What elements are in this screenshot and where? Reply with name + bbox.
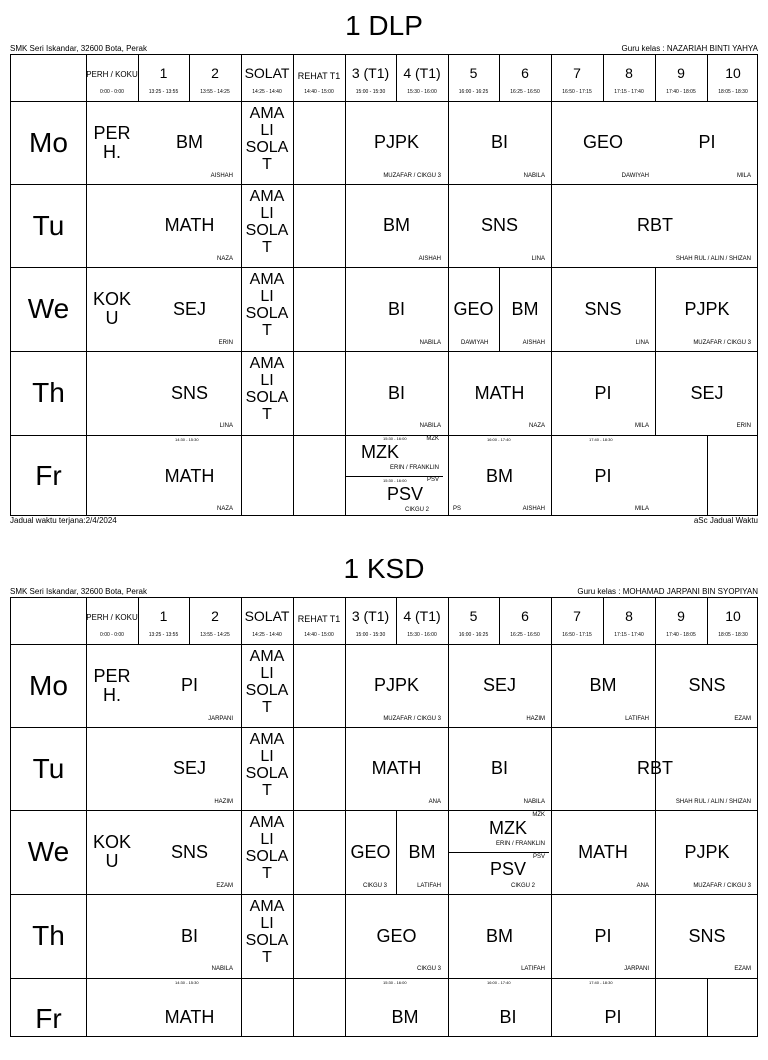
lesson-subject: PJPK bbox=[684, 298, 730, 319]
lesson-subject: PI bbox=[594, 465, 612, 486]
lesson-teacher: AISHAH bbox=[522, 340, 545, 346]
col-header-3: 3 (T1) bbox=[351, 608, 390, 624]
lesson-teacher: NABILA bbox=[211, 966, 233, 972]
col-header-5: 5 bbox=[469, 608, 478, 624]
lesson-teacher: LINA bbox=[531, 256, 545, 262]
lesson-teacher: LATIFAH bbox=[521, 966, 545, 972]
lesson-subject: PI bbox=[594, 925, 612, 946]
col-time: 16:25 - 16:50 bbox=[510, 89, 540, 95]
lesson-subject: GEO bbox=[453, 298, 494, 319]
lesson-subject: PJPK bbox=[373, 132, 420, 152]
lesson-teacher: DAWIYAH bbox=[621, 173, 649, 179]
lesson-koku: KOK U bbox=[92, 832, 131, 871]
col-time: 14:25 - 14:40 bbox=[252, 632, 282, 638]
col-time: 14:40 - 15:00 bbox=[304, 632, 334, 638]
timetable-title: 1 DLP bbox=[345, 10, 423, 41]
lesson-subject: MATH bbox=[371, 758, 422, 778]
col-header-5: 5 bbox=[469, 65, 478, 81]
lesson-subject: SNS bbox=[688, 675, 726, 695]
col-header-4: 4 (T1) bbox=[403, 65, 441, 81]
lesson-subject: BM bbox=[391, 1006, 419, 1027]
lesson-time: 17:40 - 18:30 bbox=[589, 980, 613, 985]
lesson-teacher: AISHAH bbox=[522, 506, 545, 512]
lesson-tag: PSV bbox=[426, 477, 439, 483]
col-header-1: 1 bbox=[159, 608, 168, 624]
col-header-6: 6 bbox=[521, 608, 529, 624]
lesson-subject: PSV bbox=[386, 483, 424, 504]
lesson-subject: GEO bbox=[376, 925, 417, 946]
day-label: We bbox=[27, 836, 70, 867]
lesson-teacher: ERIN / FRANKLIN bbox=[389, 465, 439, 471]
lesson-teacher: MILA bbox=[736, 173, 751, 179]
lesson-subject: BM bbox=[486, 465, 513, 486]
lesson-teacher: CIKGU 2 bbox=[404, 507, 429, 513]
col-time: 16:25 - 16:50 bbox=[510, 632, 540, 638]
lesson-teacher: NAZA bbox=[528, 423, 545, 429]
lesson-subject: BM bbox=[511, 298, 539, 319]
lesson-teacher: NABILA bbox=[419, 423, 441, 429]
amali-solat: AMA LI SOLA T bbox=[245, 731, 289, 799]
lesson-time: 16:00 - 17:40 bbox=[487, 437, 511, 442]
lesson-teacher: CIKGU 3 bbox=[416, 966, 441, 972]
lesson-teacher: MUZAFAR / CIKGU 3 bbox=[693, 883, 751, 889]
lesson-teacher: NAZA bbox=[216, 256, 233, 262]
day-label: Tu bbox=[32, 209, 65, 241]
col-header-perh: PERH / KOKU bbox=[86, 69, 138, 79]
lesson-subject: MZK bbox=[489, 817, 527, 838]
lesson-subject: GEO bbox=[350, 841, 391, 862]
col-header-6: 6 bbox=[521, 65, 529, 81]
col-header-4: 4 (T1) bbox=[403, 608, 441, 624]
col-header-9: 9 bbox=[677, 608, 685, 624]
lesson-teacher: ANA bbox=[636, 883, 649, 889]
class-teacher: Guru kelas : NAZARIAH BINTI YAHYA bbox=[621, 44, 758, 53]
col-time: 15:30 - 16:00 bbox=[407, 632, 437, 638]
col-header-3: 3 (T1) bbox=[351, 65, 390, 81]
lesson-subject: PI bbox=[698, 132, 716, 152]
lesson-subject: PJPK bbox=[684, 841, 730, 862]
lesson-teacher: SHAH RUL / ALIN / SHIZAN bbox=[675, 256, 751, 262]
col-time: 17:15 - 17:40 bbox=[614, 89, 644, 95]
lesson-subject: PI bbox=[604, 1006, 622, 1027]
amali-solat: AMA LI SOLA T bbox=[245, 898, 289, 966]
lesson-perh: PER H. bbox=[93, 665, 131, 705]
lesson-teacher: CIKGU 2 bbox=[510, 883, 535, 889]
col-time: 18:05 - 18:30 bbox=[718, 632, 748, 638]
lesson-subject: PI bbox=[180, 675, 198, 695]
col-header-2: 2 bbox=[211, 608, 219, 624]
lesson-teacher: CIKGU 3 bbox=[363, 883, 388, 889]
lesson-subject: BI bbox=[490, 132, 508, 152]
lesson-teacher: JARPANI bbox=[624, 966, 649, 972]
lesson-subject: BI bbox=[499, 1006, 517, 1027]
lesson-subject: BM bbox=[176, 132, 203, 152]
day-label: Tu bbox=[32, 752, 65, 784]
lesson-teacher: MILA bbox=[634, 506, 649, 512]
day-label: Mo bbox=[29, 126, 68, 158]
lesson-teacher: EZAM bbox=[216, 883, 233, 889]
lesson-subject: MATH bbox=[474, 382, 525, 403]
col-time: 16:50 - 17:15 bbox=[562, 89, 592, 95]
day-label: Mo bbox=[29, 669, 68, 701]
lesson-subject: GEO bbox=[582, 132, 623, 152]
lesson-time: 14:30 - 15:30 bbox=[175, 437, 199, 442]
amali-solat: AMA LI SOLA T bbox=[245, 814, 289, 882]
generated-date: Jadual waktu terjana:2/4/2024 bbox=[10, 516, 117, 525]
col-header-1: 1 bbox=[159, 65, 168, 81]
day-label: Fr bbox=[35, 460, 62, 491]
col-time: 17:15 - 17:40 bbox=[614, 632, 644, 638]
lesson-teacher: AISHAH bbox=[418, 256, 441, 262]
col-time: 14:25 - 14:40 bbox=[252, 89, 282, 95]
col-header-10: 10 bbox=[725, 608, 741, 624]
amali-solat: AMA LI SOLA T bbox=[245, 648, 289, 716]
lesson-subject: PJPK bbox=[373, 675, 420, 695]
lesson-teacher: LINA bbox=[635, 340, 649, 346]
lesson-perh: PER H. bbox=[93, 122, 131, 162]
lesson-teacher: HAZIM bbox=[526, 716, 545, 722]
col-time: 13:55 - 14:25 bbox=[200, 89, 230, 95]
lesson-teacher: ERIN bbox=[736, 423, 751, 429]
lesson-teacher: MUZAFAR / CIKGU 3 bbox=[693, 340, 751, 346]
lesson-subject: SNS bbox=[170, 382, 208, 403]
lesson-subject: SNS bbox=[688, 925, 726, 946]
col-header-rehat: REHAT T1 bbox=[297, 71, 341, 81]
lesson-subject: MATH bbox=[578, 841, 628, 862]
lesson-tag: PSV bbox=[532, 854, 545, 860]
col-header-8: 8 bbox=[625, 608, 633, 624]
col-header-9: 9 bbox=[677, 65, 685, 81]
lesson-teacher: AISHAH bbox=[210, 173, 233, 179]
lesson-time: 15:30 - 16:00 bbox=[383, 478, 407, 483]
lesson-subject: MATH bbox=[164, 215, 215, 235]
col-header-8: 8 bbox=[625, 65, 633, 81]
lesson-teacher: LATIFAH bbox=[417, 883, 441, 889]
lesson-subject: SEJ bbox=[482, 675, 516, 695]
amali-solat: AMA LI SOLA T bbox=[245, 105, 289, 173]
lesson-time: 15:30 - 16:00 bbox=[383, 980, 407, 985]
lesson-subject: SEJ bbox=[172, 298, 206, 319]
lesson-subject: SNS bbox=[480, 215, 518, 235]
lesson-subject: BI bbox=[180, 925, 198, 946]
lesson-teacher: LINA bbox=[219, 423, 233, 429]
col-time: 0:00 - 0:00 bbox=[100, 632, 124, 638]
day-label: Th bbox=[32, 377, 65, 408]
lesson-teacher: MUZAFAR / CIKGU 3 bbox=[383, 173, 441, 179]
col-time: 16:00 - 16:25 bbox=[458, 89, 489, 95]
lesson-teacher: ERIN / FRANKLIN bbox=[495, 841, 545, 847]
lesson-subject: PI bbox=[594, 382, 612, 403]
lesson-time: 15:30 - 16:00 bbox=[383, 436, 407, 441]
lesson-subject: SEJ bbox=[690, 382, 724, 403]
timetable-grid bbox=[10, 597, 758, 1037]
col-header-7: 7 bbox=[573, 65, 581, 81]
col-time: 15:30 - 16:00 bbox=[407, 89, 437, 95]
col-time: 15:00 - 15:30 bbox=[355, 89, 386, 95]
school-name: SMK Seri Iskandar, 32600 Bota, Perak bbox=[10, 44, 147, 53]
lesson-subject: BM bbox=[589, 675, 617, 695]
school-name: SMK Seri Iskandar, 32600 Bota, Perak bbox=[10, 587, 147, 596]
col-header-10: 10 bbox=[725, 65, 741, 81]
col-time: 13:25 - 13:55 bbox=[148, 89, 179, 95]
lesson-tag: MZK bbox=[532, 812, 545, 818]
col-header-rehat: REHAT T1 bbox=[297, 614, 341, 624]
class-teacher: Guru kelas : MOHAMAD JARPANI BIN SYOPIYAN bbox=[577, 587, 758, 596]
lesson-teacher: EZAM bbox=[734, 966, 751, 972]
lesson-subject: BI bbox=[387, 382, 405, 403]
lesson-time: 14:30 - 15:30 bbox=[175, 980, 199, 985]
col-header-7: 7 bbox=[573, 608, 581, 624]
col-header-perh: PERH / KOKU bbox=[86, 612, 138, 622]
lesson-teacher: JARPANI bbox=[208, 716, 233, 722]
lesson-koku: KOK U bbox=[92, 289, 131, 328]
col-time: 15:00 - 15:30 bbox=[355, 632, 386, 638]
col-time: 17:40 - 18:05 bbox=[666, 89, 696, 95]
lesson-subject: MATH bbox=[164, 465, 215, 486]
col-header-solat: SOLAT bbox=[244, 608, 290, 624]
col-time: 16:50 - 17:15 bbox=[562, 632, 592, 638]
day-label: Th bbox=[32, 920, 65, 951]
lesson-subject: RBT bbox=[637, 758, 673, 778]
lesson-teacher: EZAM bbox=[734, 716, 751, 722]
amali-solat: AMA LI SOLA T bbox=[245, 271, 289, 339]
col-header-solat: SOLAT bbox=[244, 65, 290, 81]
lesson-teacher: LATIFAH bbox=[625, 716, 649, 722]
lesson-subject: SEJ bbox=[172, 758, 206, 778]
lesson-tag: MZK bbox=[426, 436, 439, 442]
lesson-subject: MZK bbox=[361, 441, 399, 462]
amali-solat: AMA LI SOLA T bbox=[245, 355, 289, 423]
col-time: 0:00 - 0:00 bbox=[100, 89, 124, 95]
lesson-subject: BI bbox=[490, 758, 508, 778]
col-time: 13:25 - 13:55 bbox=[148, 632, 179, 638]
lesson-teacher: NABILA bbox=[419, 340, 441, 346]
timetable-title: 1 KSD bbox=[343, 553, 425, 584]
lesson-subject: PSV bbox=[489, 858, 527, 879]
lesson-tag: PS bbox=[453, 506, 462, 512]
amali-solat: AMA LI SOLA T bbox=[245, 188, 289, 256]
col-time: 18:05 - 18:30 bbox=[718, 89, 748, 95]
lesson-teacher: NABILA bbox=[523, 799, 545, 805]
day-label: Fr bbox=[35, 1003, 62, 1034]
lesson-teacher: ANA bbox=[428, 799, 441, 805]
lesson-subject: SNS bbox=[584, 298, 622, 319]
lesson-time: 16:00 - 17:40 bbox=[487, 980, 511, 985]
lesson-teacher: NAZA bbox=[216, 506, 233, 512]
col-time: 16:00 - 16:25 bbox=[458, 632, 489, 638]
lesson-teacher: NABILA bbox=[523, 173, 545, 179]
lesson-teacher: MILA bbox=[634, 423, 649, 429]
lesson-subject: BI bbox=[387, 298, 405, 319]
lesson-subject: BM bbox=[486, 925, 513, 946]
col-time: 17:40 - 18:05 bbox=[666, 632, 696, 638]
lesson-subject: BM bbox=[383, 215, 410, 235]
col-time: 13:55 - 14:25 bbox=[200, 632, 230, 638]
day-label: We bbox=[27, 293, 70, 324]
lesson-teacher: MUZAFAR / CIKGU 3 bbox=[383, 716, 441, 722]
col-header-2: 2 bbox=[211, 65, 219, 81]
lesson-subject: SNS bbox=[170, 841, 208, 862]
lesson-teacher: DAWIYAH bbox=[461, 340, 489, 346]
lesson-teacher: SHAH RUL / ALIN / SHIZAN bbox=[675, 799, 751, 805]
lesson-time: 17:40 - 18:30 bbox=[589, 437, 613, 442]
col-time: 14:40 - 15:00 bbox=[304, 89, 334, 95]
generator-credit: aSc Jadual Waktu bbox=[693, 516, 758, 525]
lesson-teacher: HAZIM bbox=[214, 799, 233, 805]
lesson-teacher: ERIN bbox=[218, 340, 233, 346]
lesson-subject: MATH bbox=[164, 1006, 215, 1027]
lesson-subject: RBT bbox=[637, 215, 673, 235]
lesson-subject: BM bbox=[408, 841, 436, 862]
